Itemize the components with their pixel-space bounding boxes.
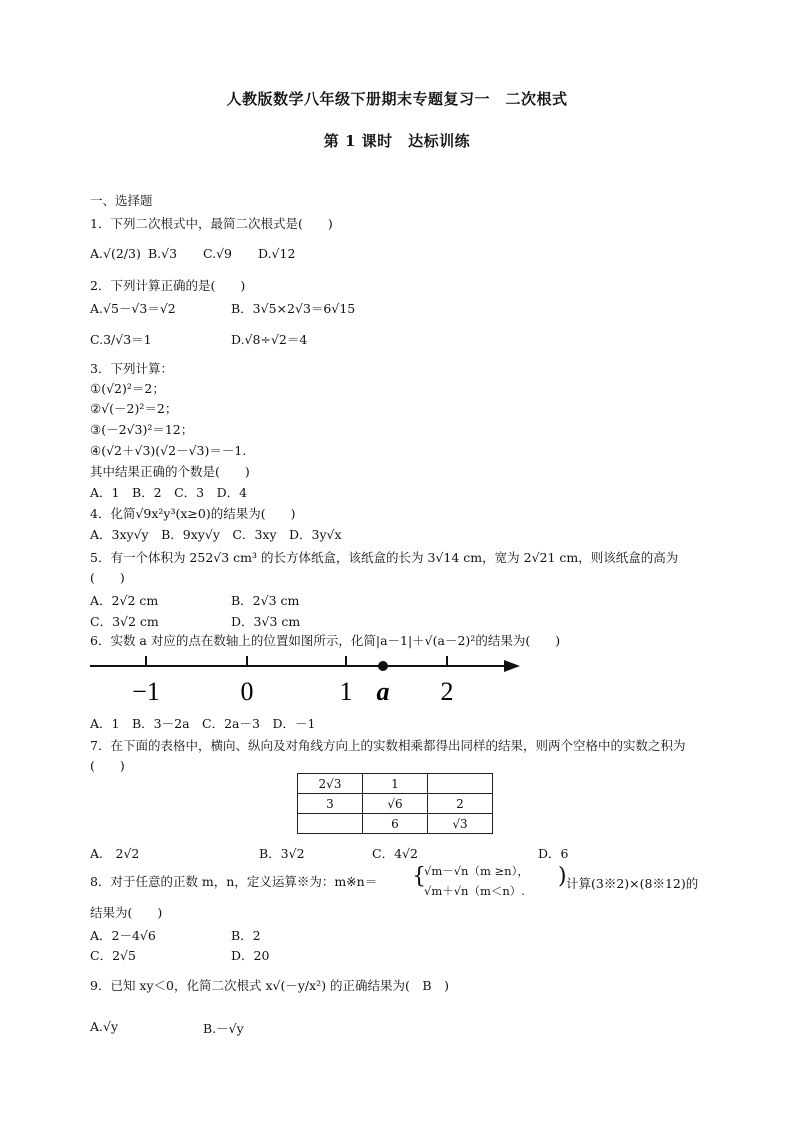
q2-option-a: A.√5－√3＝√2 (90, 301, 176, 316)
number-line-arrow (504, 660, 520, 672)
q7-option-d: D．6 (538, 846, 569, 861)
q8-stem: 8．对于任意的正数 m，n，定义运算※为：m※n＝ (90, 874, 378, 889)
q7-option-c: C．4√2 (372, 846, 418, 861)
tick-label-0: 0 (240, 677, 254, 706)
q8-left-brace: { (412, 864, 426, 889)
q8-case-2: √m＋√n（m＜n）. (424, 884, 525, 898)
q5-stem: 5．有一个体积为 252√3 cm³ 的长方体纸盒，该纸盒的长为 3√14 cm，宽为 2√21 cm，则该纸盒的高为( ) (90, 550, 679, 585)
q8-option-a: A．2－4√6 (90, 928, 156, 943)
point-a (378, 661, 388, 671)
q2-option-c: C.3/√3＝1 (90, 332, 152, 347)
magic-table (297, 773, 493, 834)
page-title: 人教版数学八年级下册期末专题复习一 二次根式 (226, 90, 568, 108)
table-cell: 1 (363, 774, 428, 794)
q8-option-d: D．20 (231, 948, 270, 963)
q8-option-c: C．2√5 (90, 948, 136, 963)
q9-option-b: B.－√y (203, 1021, 244, 1036)
q2-stem: 2．下列计算正确的是( ) (90, 278, 246, 293)
table-cell: √3 (428, 814, 493, 834)
table-row (298, 794, 493, 814)
q1-stem: 1．下列二次根式中，最简二次根式是( ) (90, 216, 333, 231)
q1-option-c: C.√9 (203, 246, 233, 261)
q9-option-a: A.√y (90, 1019, 119, 1034)
table-cell (298, 814, 363, 834)
q1-option-b: B.√3 (148, 246, 178, 261)
q3-stem: 3．下列计算： (90, 361, 173, 376)
table-cell: 2 (428, 794, 493, 814)
q5-option-d: D．3√3 cm (231, 614, 301, 629)
q5-option-c: C．3√2 cm (90, 614, 159, 629)
q3-item-1: ①(√2)²＝2； (90, 381, 165, 396)
tick-label-2: 2 (440, 677, 454, 706)
q8-result: 结果为( ) (90, 905, 163, 920)
q7-option-b: B．3√2 (259, 846, 305, 861)
q9-stem: 9．已知 xy＜0，化简二次根式 x√(－y/x²) 的正确结果为( B ) (90, 978, 449, 993)
table-row (298, 774, 493, 794)
q3-item-2: ②√(－2)²＝2； (90, 401, 178, 416)
table-cell (428, 774, 493, 794)
table-cell: 2√3 (298, 774, 363, 794)
tick-label-neg1: −1 (132, 677, 160, 706)
q4-stem: 4．化简√9x²y³(x≥0)的结果为( ) (90, 506, 296, 521)
table-row (298, 814, 493, 834)
q3-options: A．1 B．2 C．3 D．4 (90, 485, 248, 500)
tick-label-1: 1 (339, 677, 353, 706)
q8-case-1: √m－√n（m ≥n）， (424, 864, 529, 878)
q7-stem: 7．在下面的表格中，横向、纵向及对角线方向上的实数相乘都得出同样的结果，则两个空格中的实数之积为( ) (90, 738, 686, 773)
q8-option-b: B．2 (231, 928, 261, 943)
q8-right-paren: ) (558, 864, 567, 889)
page-subtitle: 第 1 课时 达标训练 (323, 132, 471, 150)
number-line-figure (88, 652, 528, 708)
q2-option-b: B．3√5×2√3＝6√15 (231, 301, 356, 316)
q5-option-a: A．2√2 cm (90, 593, 159, 608)
q8-tail: 计算(3※2)×(8※12)的 (566, 876, 699, 891)
table-cell: √6 (363, 794, 428, 814)
q1-option-a: A.√(2/3) (90, 246, 141, 261)
q6-stem: 6．实数 a 对应的点在数轴上的位置如图所示，化简|a－1|＋√(a－2)²的结果为( ) (90, 633, 561, 648)
q1-option-d: D.√12 (258, 246, 296, 261)
section-label: 一、选择题 (90, 193, 153, 208)
q2-option-d: D.√8÷√2＝4 (231, 332, 308, 347)
table-cell: 3 (298, 794, 363, 814)
q5-option-b: B．2√3 cm (231, 593, 300, 608)
q3-item-3: ③(－2√3)²＝12； (90, 422, 194, 437)
q7-option-a: A. 2√2 (90, 846, 140, 861)
q6-options: A．1 B．3－2a C．2a－3 D．－1 (90, 716, 316, 731)
tick-label-a: a (376, 677, 390, 706)
q3-ask: 其中结果正确的个数是( ) (90, 464, 250, 479)
q3-item-4: ④(√2＋√3)(√2－√3)＝－1. (90, 443, 247, 458)
q4-options: A．3xy√y B．9xy√y C．3xy D．3y√x (90, 527, 342, 542)
table-cell: 6 (363, 814, 428, 834)
